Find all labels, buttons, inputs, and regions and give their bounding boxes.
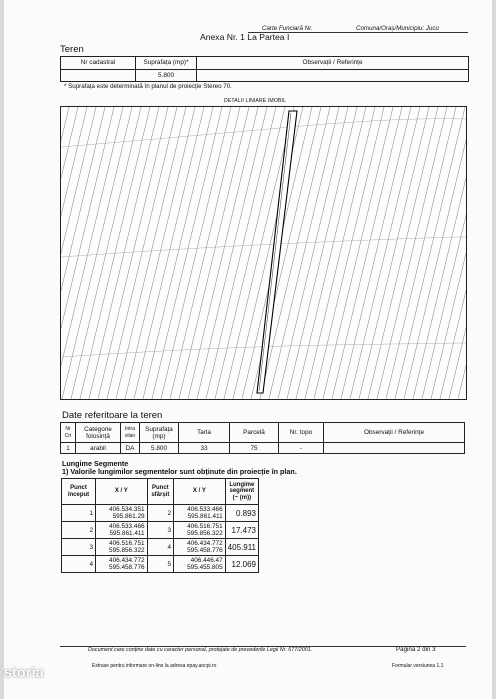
col-observatii: Observații / Referințe [197, 57, 469, 70]
carte-funciara-label: Carte Funciară Nr. [262, 25, 313, 32]
col-nr-cadastral: Nr cadastral [61, 57, 136, 70]
table-row: 1 arabil DA 5.800 33 75 - [61, 443, 465, 454]
segments-table [61, 478, 259, 573]
teren-footnote: * Suprafața este determinată în planul de proiecție Stereo 70. [64, 83, 232, 90]
col-nr-topo: Nr. topo [279, 423, 324, 443]
col-observatii-referinte: Observații / Referințe [324, 423, 465, 443]
table-row: 1 406.534.351 595.861.29 2 406.533.466 595.861.411 0.893 [62, 505, 259, 522]
col-punct-inceput: Punct început [62, 479, 96, 505]
teren-table [60, 56, 469, 82]
col-xy-start: X / Y [96, 479, 148, 505]
storia-watermark: storia [4, 664, 44, 680]
col-suprafata: Suprafața (mp)* [136, 57, 197, 70]
teren-section-title: Teren [60, 44, 84, 55]
segments-title: Lungime Segmente [62, 459, 129, 468]
col-intravilan: Intra vilan [121, 423, 140, 443]
col-nr-crt: Nr Crt [61, 423, 76, 443]
form-version: Formular versiunea 1.1 [392, 663, 444, 669]
col-lungime: Lungime segment (~ (m)) [225, 479, 258, 505]
table-row: 3 406.516.751 595.856.322 4 406.434.772 595.458.776 405.911 [62, 539, 259, 556]
col-categorie: Categorie folosință [76, 423, 121, 443]
footer-notice: Document care conține date cu caracter personal, protejate de prevederile Legii Nr. 677/2001. [88, 647, 313, 653]
cell-observatii [197, 69, 469, 82]
table-row: 2 406.533.466 595.861.411 3 406.516.751 595.856.322 17.473 [62, 522, 259, 539]
cell-nr-cadastral [61, 69, 136, 82]
document-page [4, 0, 492, 699]
page-number: Pagina 2 din 3 [396, 646, 436, 653]
col-tarla: Tarla [179, 423, 230, 443]
plan-title: DETALII LINIARE IMOBIL [224, 98, 287, 104]
parcel-plan-drawing [61, 107, 466, 399]
col-punct-sfarsit: Punct sfârșit [147, 479, 174, 505]
annex-title: Anexa Nr. 1 La Partea I [200, 32, 290, 42]
parcel-plan [60, 106, 467, 400]
date-teren-title: Date referitoare la teren [62, 410, 163, 421]
comuna-label: Comuna/Oraș/Municipiu: Jucu [356, 25, 439, 32]
table-row: 4 406.434.772 595.458.776 5 406.446.47 595.455.805 12.069 [62, 556, 259, 573]
segments-subtitle: 1) Valorile lungimilor segmentelor sunt obținute din proiecție în plan. [62, 467, 297, 476]
date-teren-table [60, 422, 465, 454]
col-parcela: Parcelă [230, 423, 279, 443]
parcel-outline [257, 111, 297, 393]
col-suprafata-mp: Suprafața (mp) [140, 423, 179, 443]
footer-extract: Extrase pentru informare on-line la adresa epay.ancpi.ro [92, 663, 217, 669]
col-xy-end: X / Y [174, 479, 226, 505]
cell-suprafata: 5.800 [136, 69, 197, 82]
